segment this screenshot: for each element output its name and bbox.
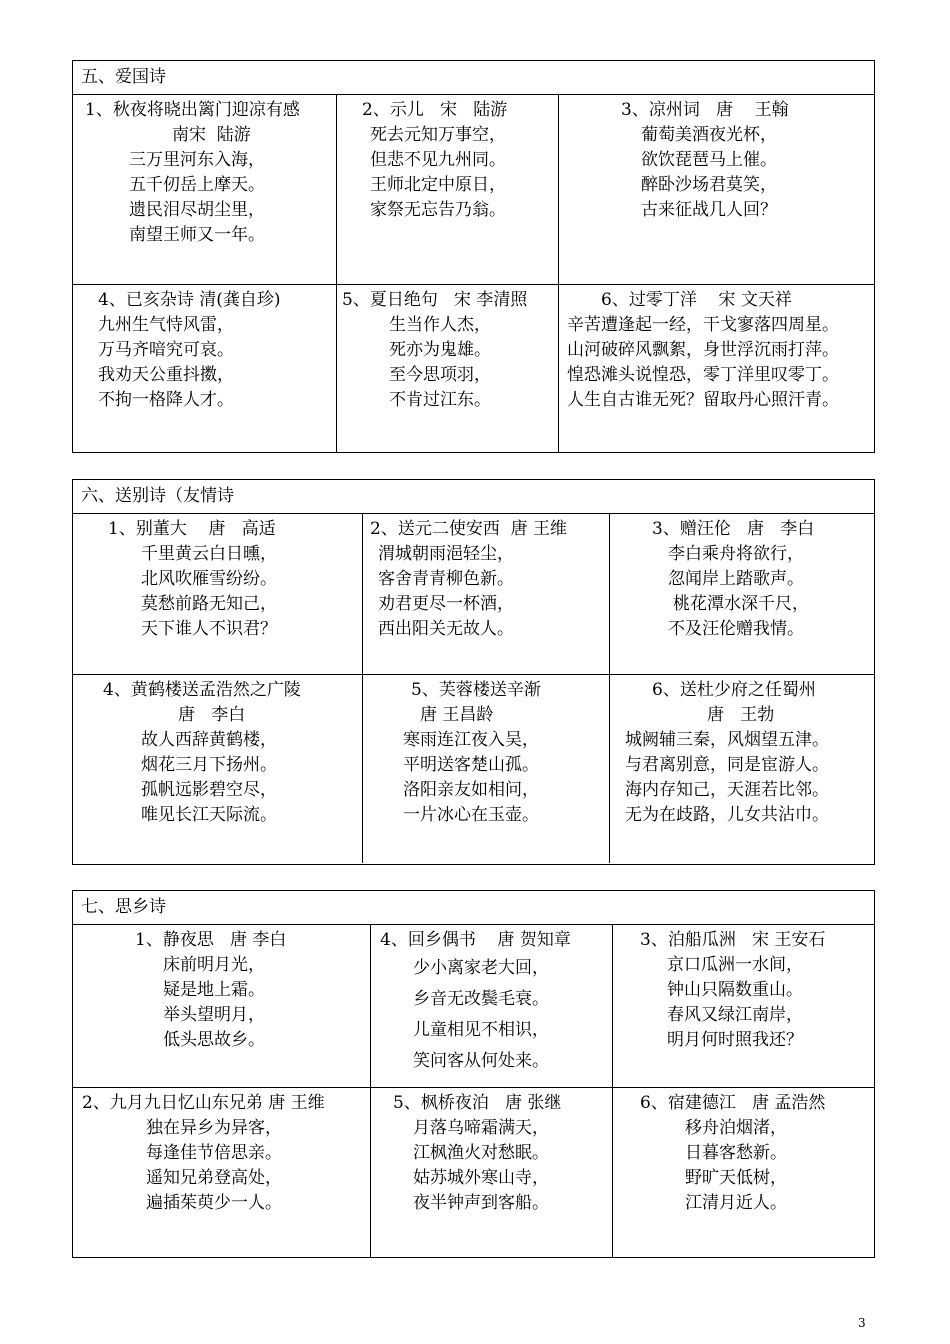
poem-line: 故人西辞黄鹤楼， <box>141 730 277 750</box>
poem-cell <box>362 514 609 674</box>
poem-line: 王师北定中原日， <box>370 175 506 195</box>
poem-line: 移舟泊烟渚， <box>685 1118 787 1138</box>
poem-line: 千里黄云白日曛， <box>141 544 277 564</box>
poem-line: 五千仞岳上摩天。 <box>129 175 265 195</box>
poem-line: 李白乘舟将欲行， <box>668 544 804 564</box>
poem-line: 姑苏城外寒山寺， <box>413 1168 549 1188</box>
poem-cell <box>73 925 370 1087</box>
poem-title: 4、已亥杂诗 清(龚自珍) <box>98 290 281 310</box>
poem-line: 遍插茱萸少一人。 <box>146 1193 282 1213</box>
poem-line: 天下谁人不识君？ <box>141 619 277 639</box>
poem-line: 生当作人杰， <box>389 315 491 335</box>
poem-cell <box>370 925 612 1087</box>
poem-line: 江枫渔火对愁眠。 <box>413 1143 549 1163</box>
poem-line: 儿童相见不相识， <box>413 1020 549 1040</box>
poem-line: 山河破碎风飘絮，身世浮沉雨打萍。 <box>567 340 839 360</box>
poem-line: 但悲不见九州同。 <box>370 150 506 170</box>
poem-line: 三万里河东入海， <box>129 150 265 170</box>
section-farewell-poems <box>72 479 875 865</box>
poem-cell <box>73 285 336 452</box>
poem-line: 每逢佳节倍思亲。 <box>146 1143 282 1163</box>
poem-cell <box>73 675 362 863</box>
section-patriotic-poems <box>72 60 875 453</box>
poem-line: 日暮客愁新。 <box>685 1143 787 1163</box>
poem-line: 莫愁前路无知己， <box>141 594 277 614</box>
poem-line: 低头思故乡。 <box>163 1030 265 1050</box>
poem-line: 明月何时照我还？ <box>667 1030 803 1050</box>
poem-line: 江清月近人。 <box>685 1193 787 1213</box>
poem-cell <box>73 95 336 284</box>
poem-title: 1、别董大 唐 高适 <box>108 519 276 539</box>
poem-line: 床前明月光， <box>163 955 265 975</box>
poem-cell <box>558 285 874 452</box>
poem-title: 1、静夜思 唐 李白 <box>135 930 287 950</box>
section-homesick-poems <box>72 890 875 1258</box>
poem-line: 唯见长江天际流。 <box>141 805 277 825</box>
poem-line: 少小离家老大回， <box>413 958 549 978</box>
poem-line: 忽闻岸上踏歌声。 <box>668 569 804 589</box>
poem-line: 钟山只隔数重山。 <box>667 980 803 1000</box>
poem-line: 一片冰心在玉壶。 <box>403 805 539 825</box>
poem-line: 夜半钟声到客船。 <box>413 1193 549 1213</box>
poem-line: 桃花潭水深千尺， <box>673 594 809 614</box>
poem-line: 北风吹雁雪纷纷。 <box>141 569 277 589</box>
poem-title: 2、示儿 宋 陆游 <box>362 100 508 120</box>
poem-line: 笑问客从何处来。 <box>413 1051 549 1071</box>
poem-line: 城阙辅三秦，风烟望五津。 <box>625 730 829 750</box>
poem-author: 唐 李白 <box>178 705 246 725</box>
poem-cell <box>370 1088 612 1257</box>
poem-row <box>73 925 874 1087</box>
poem-line: 死去元知万事空， <box>370 125 506 145</box>
poem-line: 客舍青青柳色新。 <box>378 569 514 589</box>
poem-line: 醉卧沙场君莫笑， <box>641 175 777 195</box>
poem-line: 海内存知己，天涯若比邻。 <box>625 780 829 800</box>
poem-cell <box>336 95 558 284</box>
poem-line: 九州生气恃风雷， <box>98 315 234 335</box>
poem-author: 南宋 陆游 <box>172 125 251 145</box>
poem-cell <box>609 675 874 863</box>
poem-line: 乡音无改鬓毛衰。 <box>413 989 549 1009</box>
poem-row <box>73 284 874 452</box>
poem-author: 唐 王勃 <box>707 705 775 725</box>
poem-cell <box>73 1088 370 1257</box>
poem-row <box>73 95 874 284</box>
poem-line: 春风又绿江南岸， <box>667 1005 803 1025</box>
poem-line: 惶恐滩头说惶恐，零丁洋里叹零丁。 <box>567 365 839 385</box>
poem-title: 6、过零丁洋 宋 文天祥 <box>601 290 792 310</box>
poem-line: 孤帆远影碧空尽， <box>141 780 277 800</box>
poem-line: 西出阳关无故人。 <box>378 619 514 639</box>
poem-line: 遗民泪尽胡尘里， <box>129 200 265 220</box>
poem-line: 烟花三月下扬州。 <box>141 755 277 775</box>
section-title: 七、思乡诗 <box>73 891 874 925</box>
poem-line: 寒雨连江夜入吴， <box>403 730 539 750</box>
poem-line: 万马齐喑究可哀。 <box>98 340 234 360</box>
poem-title: 5、芙蓉楼送辛渐 <box>411 680 541 700</box>
poem-title: 1、秋夜将晓出篱门迎凉有感 <box>85 100 300 120</box>
poem-title: 6、宿建德江 唐 孟浩然 <box>640 1093 826 1113</box>
poem-line: 我劝天公重抖擞， <box>98 365 234 385</box>
poem-line: 平明送客楚山孤。 <box>403 755 539 775</box>
poem-title: 3、凉州词 唐 王翰 <box>621 100 789 120</box>
poem-title: 4、黄鹤楼送孟浩然之广陵 <box>103 680 301 700</box>
poem-line: 独在异乡为异客， <box>146 1118 282 1138</box>
poem-line: 劝君更尽一杯酒， <box>378 594 514 614</box>
poem-title: 4、回乡偶书 唐 贺知章 <box>380 930 571 950</box>
poem-line: 不拘一格降人才。 <box>98 390 234 410</box>
poem-line: 不及汪伦赠我情。 <box>668 619 804 639</box>
poem-title: 3、赠汪伦 唐 李白 <box>652 519 815 539</box>
poem-line: 南望王师又一年。 <box>129 225 265 245</box>
poem-cell <box>612 1088 874 1257</box>
poem-line: 举头望明月， <box>163 1005 265 1025</box>
poem-cell <box>336 285 558 452</box>
poem-row <box>73 674 874 863</box>
poem-title: 2、送元二使安西 唐 王维 <box>370 519 568 539</box>
poem-line: 人生自古谁无死？留取丹心照汗青。 <box>567 390 839 410</box>
poem-line: 死亦为鬼雄。 <box>389 340 491 360</box>
poem-line: 京口瓜洲一水间， <box>667 955 803 975</box>
poem-title: 2、九月九日忆山东兄弟 唐 王维 <box>82 1093 325 1113</box>
poem-cell <box>612 925 874 1087</box>
poem-line: 疑是地上霜。 <box>163 980 265 1000</box>
poem-title: 6、送杜少府之任蜀州 <box>652 680 816 700</box>
poem-title: 3、泊船瓜洲 宋 王安石 <box>640 930 826 950</box>
poem-line: 洛阳亲友如相问， <box>403 780 539 800</box>
poem-line: 与君离别意，同是宦游人。 <box>625 755 829 775</box>
poem-cell <box>609 514 874 674</box>
poem-row <box>73 514 874 674</box>
poem-cell <box>362 675 609 863</box>
poem-author: 唐 王昌龄 <box>420 705 494 725</box>
poem-title: 5、枫桥夜泊 唐 张继 <box>393 1093 562 1113</box>
poem-line: 古来征战几人回？ <box>641 200 777 220</box>
poem-line: 遥知兄弟登高处， <box>146 1168 282 1188</box>
poem-line: 无为在歧路，儿女共沾巾。 <box>625 805 829 825</box>
poem-cell <box>73 514 362 674</box>
poem-title: 5、夏日绝句 宋 李清照 <box>342 290 528 310</box>
poem-line: 野旷天低树， <box>685 1168 787 1188</box>
poem-line: 欲饮琵琶马上催。 <box>641 150 777 170</box>
poem-line: 家祭无忘告乃翁。 <box>370 200 506 220</box>
poem-line: 不肯过江东。 <box>389 390 491 410</box>
poem-line: 渭城朝雨浥轻尘， <box>378 544 514 564</box>
poem-line: 葡萄美酒夜光杯， <box>641 125 777 145</box>
section-title: 六、送别诗（友情诗 <box>73 480 874 514</box>
section-title: 五、爱国诗 <box>73 61 874 95</box>
poem-line: 辛苦遭逢起一经，干戈寥落四周星。 <box>567 315 839 335</box>
page-number: 3 <box>858 1316 866 1330</box>
poem-line: 月落乌啼霜满天， <box>413 1118 549 1138</box>
poem-line: 至今思项羽， <box>389 365 491 385</box>
poem-row <box>73 1087 874 1257</box>
poem-cell <box>558 95 874 284</box>
